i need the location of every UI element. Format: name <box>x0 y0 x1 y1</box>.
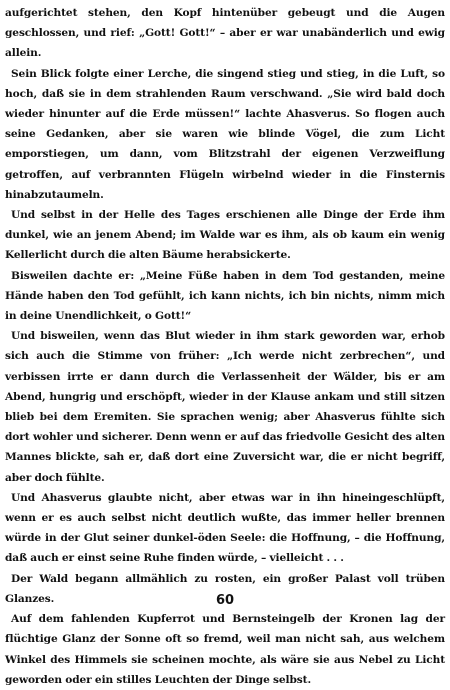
paragraph: Bisweilen dachte er: „Meine Füße haben in dem Tod gestanden, meine Hände haben den Tod gefühlt, ich kann nichts, ich bin nichts, nimm mich in deine Unendlichkeit, o Gott!“ <box>5 269 445 323</box>
paragraph: Sein Blick folgte einer Lerche, die singend stieg und stieg, in die Luft, so hoch, daß sie in dem strahlenden Raum verschwand. „Sie wird bald doch wieder hinunter auf die Erde müssen!“ lachte Ahasverus. So flogen auch seine Gedanken, aber sie waren wie blinde Vögel, die zum Licht emporstiegen, um dann, vom Blitzstrahl der eigenen Verzweiflung getroffen, auf verbrannten Flügeln wirbelnd wieder in die Finsternis hinabzutaumeln. <box>5 67 445 201</box>
paragraph: Und selbst in der Helle des Tages erschienen alle Dinge der Erde ihm dunkel, wie an jenem Abend; im Walde war es ihm, als ob kaum ein wenig Kellerlicht durch die alten Bäume herabsickerte. <box>5 209 445 262</box>
paragraph: aufgerichtet stehen, den Kopf hintenüber gebeugt und die Augen geschlossen, und rief: „Gott! Gott!“ – aber er war unabänderlich und ewig allein. <box>5 7 445 60</box>
paragraph: Auf dem fahlenden Kupferrot und Bernsteingelb der Kronen lag der flüchtige Glanz der Sonne oft so fremd, weil man nicht sah, aus welchem Winkel des Himmels sie scheinen mochte, als wäre sie aus Nebel zu Licht geworden oder ein stilles Leuchten der Dinge selbst. <box>5 613 445 686</box>
body-text <box>5 3 445 690</box>
paragraph: Der Wald begann allmählich zu rosten, ein großer Palast voll trüben Glanzes. <box>5 572 445 605</box>
paragraph: Und Ahasverus glaubte nicht, aber etwas war in ihn hineingeschlüpft, wenn er es auch selbst nicht deutlich wußte, das immer heller brennen würde in der Glut seiner dunkel-öden Seele: die Hoffnung, – die Hoffnung, daß auch er einst seine Ruhe finden würde, – vielleicht . . . <box>5 491 445 565</box>
book-page <box>5 3 445 686</box>
paragraph: Und bisweilen, wenn das Blut wieder in ihm stark geworden war, erhob sich auch die Stimme von früher: „Ich werde nicht zerbrechen“, und verbissen irrte er dann durch die Verlassenheit der Wälder, bis er am Abend, hungrig und erschöpft, wieder in der Klause ankam und still sitzen blieb bei dem Eremiten. Sie sprachen wenig; aber Ahasverus fühlte sich dort wohler und sicherer. Denn wenn er auf das friedvolle Gesicht des alten Mannes blickte, sah er, daß dort eine Zuversicht war, die er nicht begriff, aber doch fühlte. <box>5 330 445 484</box>
page-number: 60 <box>215 593 235 608</box>
